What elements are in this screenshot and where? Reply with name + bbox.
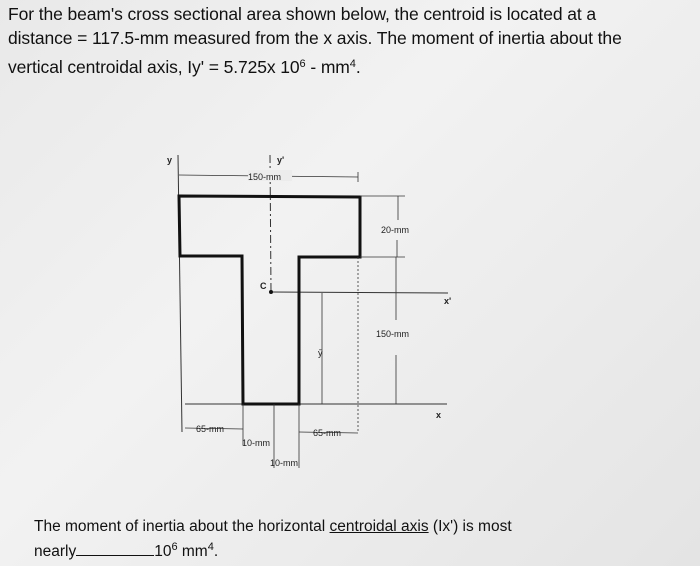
answer-prompt-line-2 bbox=[34, 542, 218, 561]
q3-exp2: 4 bbox=[349, 58, 356, 70]
flange-width-label: 150-mm bbox=[248, 172, 282, 182]
right-overhang-label: 65-mm bbox=[313, 428, 342, 438]
centroid-label: C bbox=[260, 281, 267, 291]
y-prime-label: y' bbox=[277, 155, 285, 165]
flange-thickness-label: 20-mm bbox=[381, 225, 410, 235]
b2-b: 10 bbox=[154, 543, 172, 560]
b1-a: The moment of inertia about the horizontal bbox=[34, 518, 330, 535]
q3-end: . bbox=[355, 57, 361, 77]
q3-exp: 6 bbox=[299, 58, 306, 70]
answer-blank[interactable] bbox=[76, 542, 154, 556]
b1-b: (Ix') is most bbox=[428, 518, 512, 535]
question-line-1: For the beam's cross sectional area shown below, the centroid is located at a bbox=[8, 4, 597, 24]
left-overhang-label: 65-mm bbox=[196, 424, 225, 434]
x-prime-label: x' bbox=[444, 296, 452, 306]
web-half-left-label: 10-mm bbox=[242, 438, 271, 448]
q3-mid: - mm bbox=[305, 57, 350, 77]
b2-d: . bbox=[213, 543, 219, 560]
web-height-label: 150-mm bbox=[376, 329, 410, 339]
answer-prompt-line-1 bbox=[34, 518, 512, 536]
b2-c: mm bbox=[177, 543, 208, 560]
b2-exp2: 4 bbox=[207, 541, 214, 553]
y-axis-label: y bbox=[167, 155, 173, 165]
question-line-2: distance = 117.5-mm measured from the x axis. The moment of inertia about the bbox=[8, 28, 622, 48]
x-axis-label: x bbox=[436, 410, 442, 420]
t-section-outline bbox=[179, 196, 360, 404]
ybar-label: ȳ bbox=[318, 348, 323, 358]
q3-prefix: vertical centroidal axis, Iy' = 5.725x 10 bbox=[8, 57, 300, 77]
b2-a: nearly bbox=[34, 543, 77, 560]
b2-exp: 6 bbox=[171, 541, 178, 553]
centroid-dot bbox=[269, 290, 273, 294]
web-half-right-label: 10-mm bbox=[270, 458, 299, 468]
b1-underlined: centroidal axis bbox=[329, 518, 429, 535]
